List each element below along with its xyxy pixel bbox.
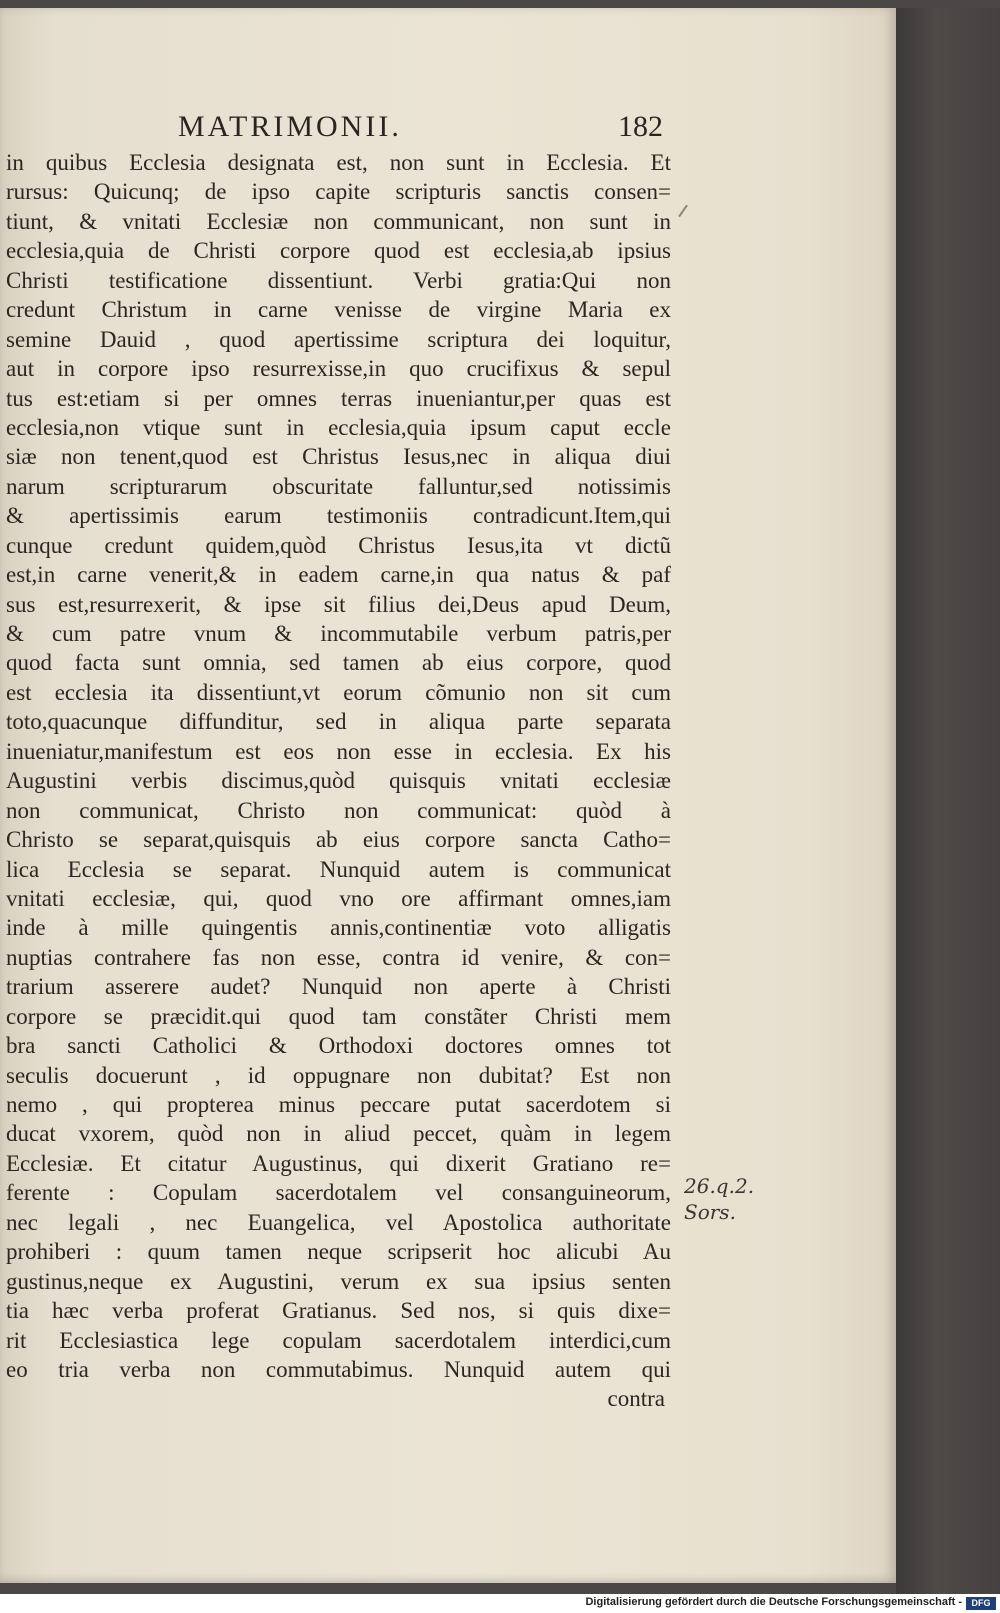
text-line: credunt Christum in carne venisse de virgine Maria ex xyxy=(6,297,671,323)
text-line: prohiberi : quum tamen neque scripserit hoc alicubi Au xyxy=(6,1239,671,1265)
text-line: semine Dauid , quod apertissime scriptura dei loquitur, xyxy=(6,326,671,352)
text-line: eo tria verba non commutabimus. Nunquid autem qui xyxy=(6,1356,671,1382)
text-line: rit Ecclesiastica lege copulam sacerdotalem interdici,cum xyxy=(6,1327,671,1353)
text-line: ecclesia,quia de Christi corpore quod est ecclesia,ab ipsius xyxy=(6,238,671,264)
text-line: bra sancti Catholici & Orthodoxi doctores omnes tot xyxy=(6,1033,671,1059)
running-head xyxy=(0,110,680,144)
text-line: tia hæc verba proferat Gratianus. Sed nos, si quis dixe= xyxy=(6,1298,671,1324)
text-line: Christo se separat,quisquis ab eius corpore sancta Catho= xyxy=(6,827,671,853)
text-line: Ecclesiæ. Et citatur Augustinus, qui dixerit Gratiano re= xyxy=(6,1150,671,1176)
footer-credit: Digitalisierung gefördert durch die Deutsche Forschungsgemeinschaft - xyxy=(585,1596,962,1608)
text-line: aut in corpore ipso resurrexisse,in quo crucifixus & sepul xyxy=(6,356,671,382)
text-line: toto,quacunque diffunditur, sed in aliqua parte separata xyxy=(6,709,671,735)
page-edge-shadow xyxy=(896,8,1000,1594)
text-line: ecclesia,non vtique sunt in ecclesia,quia ipsum caput eccle xyxy=(6,414,671,440)
text-line: nemo , qui propterea minus peccare putat sacerdotem si xyxy=(6,1092,671,1117)
text-line: vnitati ecclesiæ, qui, quod vno ore affirmant omnes,iam xyxy=(6,885,671,911)
text-line: rursus: Quicunq; de ipso capite scripturis sanctis consen= xyxy=(6,179,671,205)
body-text xyxy=(6,148,671,1414)
text-line: ducat vxorem, quòd non in aliud peccet, quàm in legem xyxy=(6,1121,671,1147)
text-line: Augustini verbis discimus,quòd quisquis vnitati ecclesiæ xyxy=(6,768,671,794)
text-line: corpore se præcidit.qui quod tam constãter Christi mem xyxy=(6,1003,671,1029)
text-line: inde à mille quingentis annis,continentiæ voto alligatis xyxy=(6,915,671,941)
catchword: contra xyxy=(607,1386,665,1412)
page-number: 182 xyxy=(618,110,663,143)
text-line: & cum patre vnum & incommutabile verbum patris,per xyxy=(6,621,671,646)
text-line: quod facta sunt omnia, sed tamen ab eius corpore, quod xyxy=(6,650,671,676)
text-line: tus est:etiam si per omnes terras inueniantur,per quas est xyxy=(6,385,671,411)
text-line: tiunt, & vnitati Ecclesiæ non communicant, non sunt in xyxy=(6,208,671,234)
text-line: siæ non tenent,quod est Christus Iesus,nec in aliqua diui xyxy=(6,444,671,470)
running-head-title: MATRIMONII. xyxy=(178,110,402,143)
digitization-footer xyxy=(0,1594,1000,1613)
text-line: non communicat, Christo non communicat: quòd à xyxy=(6,797,671,823)
text-line: Christi testificatione dissentiunt. Verbi gratia:Qui non xyxy=(6,267,671,293)
text-line: lica Ecclesia se separat. Nunquid autem is communicat xyxy=(6,856,671,882)
text-line: narum scripturarum obscuritate falluntur,sed notissimis xyxy=(6,473,671,499)
dfg-logo: DFG xyxy=(966,1597,996,1610)
text-line: est ecclesia ita dissentiunt,vt eorum cõmunio non sit cum xyxy=(6,679,671,705)
text-line: trarium asserere audet? Nunquid non aperte à Christi xyxy=(6,974,671,1000)
text-line: & apertissimis earum testimoniis contradicunt.Item,qui xyxy=(6,503,671,529)
text-line: cunque credunt quidem,quòd Christus Iesus,ita vt dictũ xyxy=(6,532,671,558)
text-line: nec legali , nec Euangelica, vel Apostolica authoritate xyxy=(6,1209,671,1235)
text-line: nuptias contrahere fas non esse, contra id venire, & con= xyxy=(6,944,671,970)
text-line: est,in carne venerit,& in eadem carne,in qua natus & paf xyxy=(6,562,671,588)
text-line: seculis docuerunt , id oppugnare non dubitat? Est non xyxy=(6,1062,671,1088)
marginal-note xyxy=(684,1173,794,1225)
text-line: gustinus,neque ex Augustini, verum ex sua ipsius senten xyxy=(6,1268,671,1294)
text-line: ferente : Copulam sacerdotalem vel consanguineorum, xyxy=(6,1180,671,1206)
text-line: inueniatur,manifestum est eos non esse in ecclesia. Ex his xyxy=(6,738,671,764)
marginal-note-reference: 26.q.2. xyxy=(684,1174,755,1198)
text-line: sus est,resurrexerit, & ipse sit filius dei,Deus apud Deum, xyxy=(6,591,671,617)
marginal-note-source: Sors. xyxy=(684,1200,736,1224)
text-line: in quibus Ecclesia designata est, non sunt in Ecclesia. Et xyxy=(6,150,671,175)
